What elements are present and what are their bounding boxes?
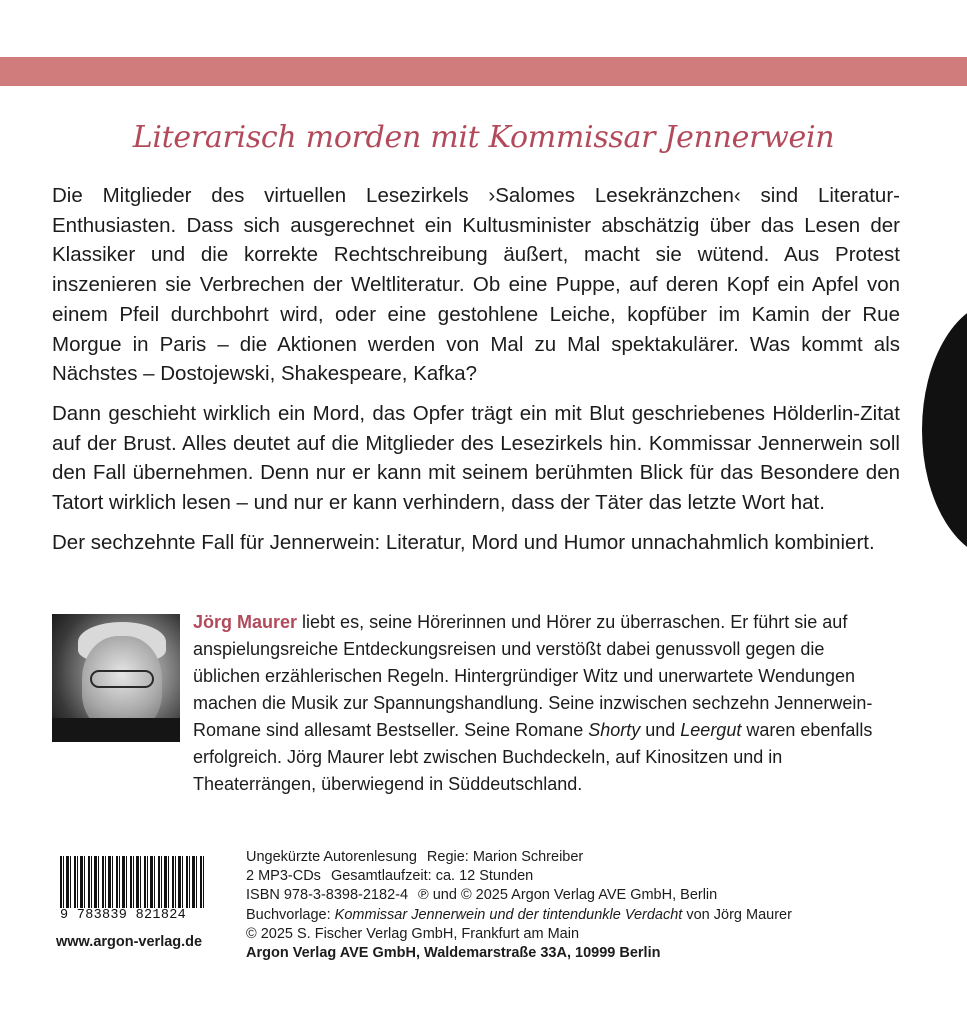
cd-disc-edge: [922, 300, 967, 560]
reading-type: Ungekürzte Autorenlesung: [246, 849, 417, 865]
production-credits: [246, 848, 906, 963]
publisher-address: Argon Verlag AVE GmbH, Waldemarstraße 33A, 10999 Berlin: [246, 945, 661, 962]
format: 2 MP3-CDs: [246, 868, 321, 885]
publisher-website[interactable]: www.argon-verlag.de: [56, 934, 203, 950]
author-photo-jacket: [52, 718, 180, 742]
credits-line-2: [246, 867, 906, 886]
author-bio: [193, 609, 893, 798]
runtime: Gesamtlaufzeit: ca. 12 Stunden: [330, 868, 534, 885]
author-photo: [52, 614, 180, 742]
director: Regie: Marion Schreiber: [426, 849, 584, 865]
copyright-line: ℗ und © 2025 Argon Verlag AVE GmbH, Berlin: [418, 887, 718, 904]
headline: Literarisch morden mit Kommissar Jennerwein: [132, 120, 835, 155]
bio-text-b: und: [640, 720, 681, 740]
synopsis: [52, 181, 900, 567]
barcode: [60, 856, 206, 908]
source-title: Kommissar Jennerwein und der tintendunkle Verdacht: [334, 906, 683, 923]
bio-title-leergut: Leergut: [680, 720, 742, 740]
top-color-band: [0, 57, 967, 86]
author-name: Jörg Maurer: [193, 612, 298, 632]
barcode-number: 9 783839 821824: [60, 908, 187, 923]
source-prefix: Buchvorlage:: [246, 906, 335, 923]
isbn: ISBN 978-3-8398-2182-4: [246, 887, 409, 904]
bio-title-shorty: Shorty: [588, 720, 641, 740]
bio-text-c: waren ebenfalls erfolgreich. Jörg Maurer lebt zwischen Buchdeckeln, auf Kinositzen und in Theaterrängen, überwiegend in Süddeutschland.: [193, 720, 873, 794]
book-copyright: © 2025 S. Fischer Verlag GmbH, Frankfurt am Main: [246, 925, 580, 942]
synopsis-paragraph-1: Die Mitglieder des virtuellen Lesezirkels ›Salomes Lesekränzchen‹ sind Literatur-Enthusiasten. Dass sich ausgerechnet ein Kultusminister abschätzig über das Lesen der Klassiker und die korrekte Rechtschreibung äußert, macht sie wütend. Aus Protest inszenieren sie Verbrechen der Weltliteratur. Ob eine Puppe, auf deren Kopf ein Apfel von einem Pfeil durchbohrt wird, oder eine gestohlene Leiche, kopfüber im Kamin der Rue Morgue in Paris – die Aktionen werden von Mal zu Mal spektakulärer. Was kommt als Nächstes – Dostojewski, Shakespeare, Kafka?: [52, 184, 900, 386]
synopsis-paragraph-3: Der sechzehnte Fall für Jennerwein: Literatur, Mord und Humor unnachahmlich kombiniert.: [52, 530, 875, 554]
source-suffix: von Jörg Maurer: [682, 906, 792, 923]
credits-line-1: [246, 848, 906, 867]
credits-line-4: [246, 906, 906, 925]
bio-text-a: liebt es, seine Hörerinnen und Hörer zu überraschen. Er führt sie auf anspielungsreiche Entdeckungsreisen und verstößt dabei genussvoll gegen die üblichen erzählerischen Regeln. Hintergründiger Witz und unerwartete Wendungen machen die Musik zur Spannungshandlung. Seine inzwischen sechzehn Jennerwein-Romane sind allesamt Bestseller. Seine Romane: [193, 612, 873, 740]
synopsis-paragraph-2: Dann geschieht wirklich ein Mord, das Opfer trägt ein mit Blut geschriebenes Hölderlin-Zitat auf der Brust. Alles deutet auf die Mitglieder des Lesezirkels hin. Kommissar Jennerwein soll den Fall übernehmen. Denn nur er kann mit seinem berühmten Blick für das Besondere den Tatort wirklich lesen – und nur er kann verhindern, dass der Täter das letzte Wort hat.: [52, 401, 900, 515]
credits-line-3: [246, 886, 906, 905]
author-photo-glasses: [90, 670, 154, 688]
